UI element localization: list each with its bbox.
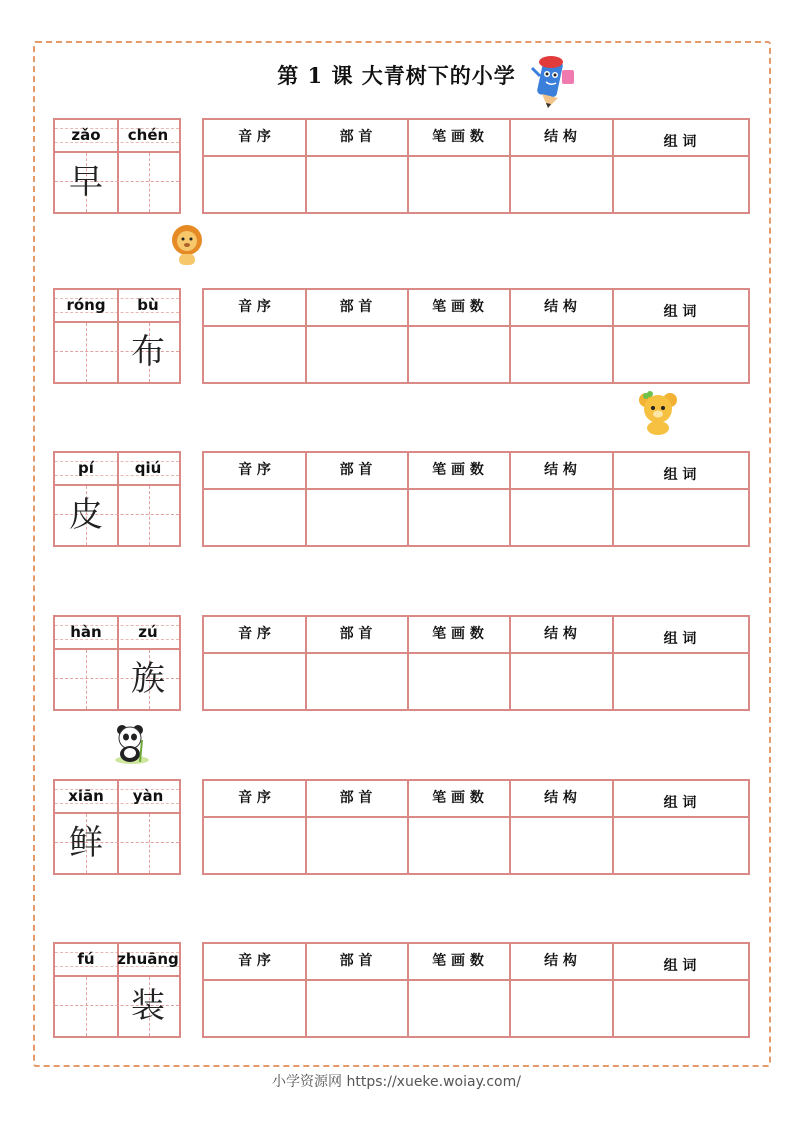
character-row <box>53 615 753 713</box>
answer-cell[interactable] <box>305 327 407 382</box>
pinyin-right: zhuāng <box>117 950 179 968</box>
yinxu-header: 音 序 <box>238 462 271 478</box>
jiegou-header: 结 构 <box>544 299 577 315</box>
zuci-header: 组 词 <box>663 795 697 811</box>
pinyin-right: zú <box>138 623 158 641</box>
tianzige-grid <box>53 779 181 875</box>
hanzi-right[interactable]: 装 <box>131 986 165 1026</box>
info-table <box>202 779 750 875</box>
bushou-header: 部 首 <box>339 129 373 145</box>
tianzige-grid <box>53 942 181 1038</box>
bihuashu-header: 笔 画 数 <box>432 299 484 315</box>
jiegou-header: 结 构 <box>544 953 577 969</box>
pinyin-left: pí <box>78 459 94 477</box>
pinyin-right: bù <box>137 296 159 314</box>
bushou-header: 部 首 <box>339 790 373 806</box>
pinyin-right: yàn <box>132 787 164 805</box>
jiegou-header: 结 构 <box>544 790 577 806</box>
pinyin-left: zǎo <box>71 126 101 144</box>
info-table <box>202 615 750 711</box>
answer-cell[interactable] <box>509 327 612 382</box>
pinyin-left: hàn <box>70 623 102 641</box>
answer-cell[interactable] <box>204 327 305 382</box>
answer-cell[interactable] <box>305 490 407 545</box>
bihuashu-header: 笔 画 数 <box>432 462 484 478</box>
pinyin-left: róng <box>66 296 106 314</box>
answer-cell[interactable] <box>509 654 612 709</box>
answer-cell[interactable] <box>612 490 748 545</box>
hanzi-right[interactable]: 布 <box>131 332 165 372</box>
bihuashu-header: 笔 画 数 <box>432 790 484 806</box>
zuci-header: 组 词 <box>663 631 697 647</box>
panda-icon <box>110 722 152 766</box>
zuci-header: 组 词 <box>663 958 697 974</box>
bushou-header: 部 首 <box>339 626 373 642</box>
bushou-header: 部 首 <box>339 462 373 478</box>
answer-cell[interactable] <box>204 157 305 212</box>
info-table <box>202 118 750 214</box>
bihuashu-header: 笔 画 数 <box>432 626 484 642</box>
lion-icon <box>168 224 206 268</box>
answer-cell[interactable] <box>612 327 748 382</box>
answer-cell[interactable] <box>407 327 509 382</box>
pencil-mascot-icon <box>526 50 582 110</box>
hanzi-left[interactable]: 早 <box>69 162 103 202</box>
bear-icon <box>636 390 680 436</box>
pinyin-left: fú <box>77 950 95 968</box>
tianzige-grid <box>53 288 181 384</box>
yinxu-header: 音 序 <box>238 626 271 642</box>
answer-cell[interactable] <box>509 818 612 873</box>
character-row <box>53 942 753 1040</box>
yinxu-header: 音 序 <box>238 129 271 145</box>
info-table <box>202 451 750 547</box>
answer-cell[interactable] <box>407 818 509 873</box>
answer-cell[interactable] <box>509 490 612 545</box>
answer-cell[interactable] <box>407 654 509 709</box>
answer-cell[interactable] <box>204 818 305 873</box>
character-row <box>53 451 753 549</box>
answer-cell[interactable] <box>509 157 612 212</box>
bushou-header: 部 首 <box>339 953 373 969</box>
bihuashu-header: 笔 画 数 <box>432 129 484 145</box>
answer-cell[interactable] <box>305 818 407 873</box>
pinyin-left: xiān <box>68 787 104 805</box>
bushou-header: 部 首 <box>339 299 373 315</box>
pinyin-right: qiú <box>134 459 162 477</box>
yinxu-header: 音 序 <box>238 953 271 969</box>
answer-cell[interactable] <box>612 818 748 873</box>
pinyin-right: chén <box>127 126 169 144</box>
answer-cell[interactable] <box>612 981 748 1036</box>
hanzi-left[interactable]: 鲜 <box>69 823 103 863</box>
yinxu-header: 音 序 <box>238 790 271 806</box>
hanzi-right[interactable]: 族 <box>131 659 165 699</box>
tianzige-grid <box>53 451 181 547</box>
jiegou-header: 结 构 <box>544 129 577 145</box>
answer-cell[interactable] <box>509 981 612 1036</box>
hanzi-left[interactable]: 皮 <box>69 495 103 535</box>
info-table <box>202 942 750 1038</box>
tianzige-grid <box>53 615 181 711</box>
answer-cell[interactable] <box>612 654 748 709</box>
jiegou-header: 结 构 <box>544 462 577 478</box>
info-table <box>202 288 750 384</box>
tianzige-grid <box>53 118 181 214</box>
character-row <box>53 288 753 386</box>
answer-cell[interactable] <box>612 157 748 212</box>
character-row <box>53 118 753 216</box>
answer-cell[interactable] <box>204 490 305 545</box>
answer-cell[interactable] <box>204 654 305 709</box>
answer-cell[interactable] <box>305 654 407 709</box>
bihuashu-header: 笔 画 数 <box>432 953 484 969</box>
page-title: 第 1 课 大青树下的小学 <box>277 63 516 88</box>
yinxu-header: 音 序 <box>238 299 271 315</box>
answer-cell[interactable] <box>407 981 509 1036</box>
answer-cell[interactable] <box>407 490 509 545</box>
zuci-header: 组 词 <box>663 134 697 150</box>
answer-cell[interactable] <box>305 157 407 212</box>
zuci-header: 组 词 <box>663 467 697 483</box>
character-row <box>53 779 753 877</box>
answer-cell[interactable] <box>204 981 305 1036</box>
footer-source: 小学资源网 https://xueke.woiay.com/ <box>272 1074 521 1090</box>
jiegou-header: 结 构 <box>544 626 577 642</box>
answer-cell[interactable] <box>407 157 509 212</box>
answer-cell[interactable] <box>305 981 407 1036</box>
zuci-header: 组 词 <box>663 304 697 320</box>
